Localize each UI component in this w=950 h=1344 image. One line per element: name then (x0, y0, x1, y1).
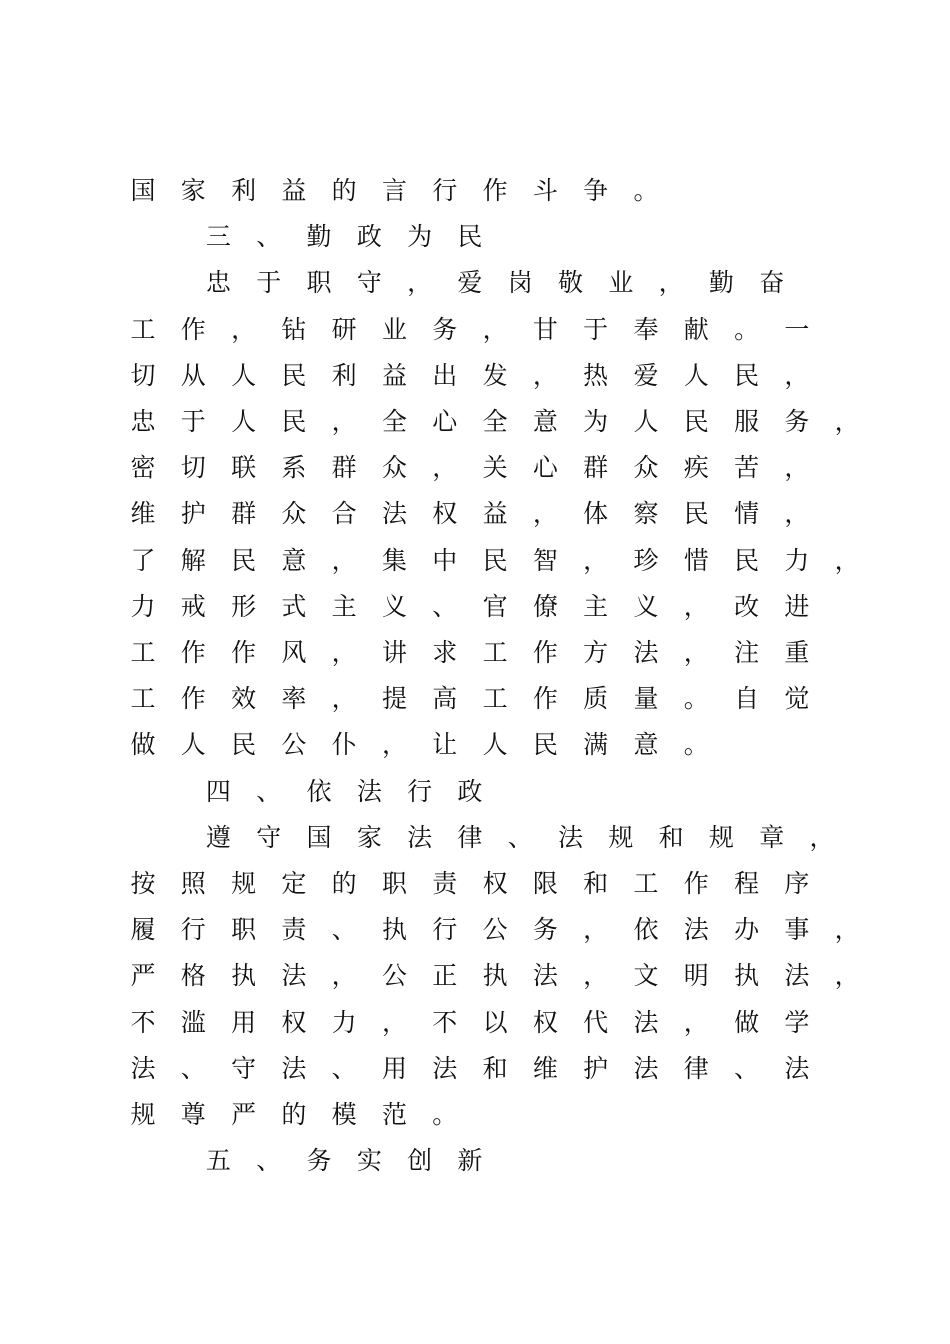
glyph: 人 (231, 360, 257, 390)
glyph: 权 (281, 1007, 307, 1037)
glyph: ， (834, 407, 860, 436)
glyph: 斗 (532, 176, 558, 205)
glyph: 疾 (683, 453, 709, 483)
glyph: 民 (231, 730, 257, 760)
glyph: 民 (482, 545, 508, 575)
glyph: 守 (231, 1053, 257, 1083)
glyph: 益 (281, 176, 307, 205)
glyph: 履 (130, 915, 156, 945)
glyph: 国 (306, 822, 332, 852)
glyph: 权 (532, 1007, 558, 1037)
text-line (0, 630, 950, 676)
glyph: 作 (180, 638, 206, 667)
glyph: 四 (205, 776, 231, 806)
glyph: 严 (231, 1100, 257, 1129)
glyph: ， (784, 360, 810, 390)
glyph: ， (683, 591, 709, 621)
glyph: ， (482, 314, 508, 344)
glyph: 和 (658, 822, 684, 852)
text-line (0, 953, 950, 999)
text-line (0, 353, 950, 399)
glyph: 按 (130, 869, 156, 898)
glyph: 家 (180, 176, 206, 205)
glyph: 法 (784, 961, 810, 991)
glyph: 爱 (633, 360, 659, 390)
glyph: ， (331, 545, 357, 575)
glyph: 行 (432, 915, 458, 945)
glyph: 意 (633, 730, 659, 760)
glyph: 尊 (180, 1100, 206, 1129)
glyph: 序 (784, 869, 810, 898)
glyph: 群 (583, 453, 609, 483)
glyph: 创 (407, 1146, 433, 1176)
glyph: 规 (708, 822, 734, 852)
glyph: 。 (432, 1100, 458, 1129)
glyph: 方 (583, 638, 609, 667)
glyph: 执 (231, 961, 257, 991)
text-line (0, 907, 950, 953)
glyph: 主 (331, 591, 357, 621)
text-line (0, 861, 950, 907)
glyph: 量 (633, 684, 659, 714)
glyph: 文 (633, 961, 659, 991)
glyph: 民 (683, 407, 709, 436)
glyph: 五 (205, 1146, 231, 1176)
glyph: 政 (356, 222, 382, 252)
glyph: ， (331, 684, 357, 714)
glyph: 作 (180, 684, 206, 714)
glyph: 、 (331, 915, 357, 945)
glyph: 依 (306, 776, 332, 806)
glyph: 职 (381, 869, 407, 898)
glyph: 进 (784, 591, 810, 621)
glyph: 程 (734, 869, 760, 898)
glyph: 法 (784, 1053, 810, 1083)
text-line (0, 445, 950, 491)
glyph: 法 (130, 1053, 156, 1083)
glyph: 律 (683, 1053, 709, 1083)
glyph: 意 (281, 545, 307, 575)
glyph: 明 (683, 961, 709, 991)
glyph: 改 (734, 591, 760, 621)
glyph: 责 (432, 869, 458, 898)
glyph: 法 (281, 1053, 307, 1083)
glyph: 民 (281, 407, 307, 436)
text-line (0, 1046, 950, 1092)
text-line (0, 584, 950, 630)
glyph: 法 (558, 822, 584, 852)
glyph: 利 (331, 360, 357, 390)
glyph: 代 (583, 1007, 609, 1037)
glyph: 用 (381, 1053, 407, 1083)
glyph: 遵 (205, 822, 231, 852)
glyph: 发 (482, 360, 508, 390)
glyph: 高 (432, 684, 458, 714)
glyph: 注 (734, 638, 760, 667)
glyph: 惜 (683, 545, 709, 575)
glyph: 法 (532, 961, 558, 991)
glyph: 爱 (457, 268, 483, 298)
glyph: ， (683, 1007, 709, 1037)
glyph: 守 (356, 268, 382, 298)
text-line (0, 168, 950, 214)
glyph: 依 (633, 915, 659, 945)
glyph: 质 (583, 684, 609, 714)
glyph: 合 (331, 499, 357, 529)
glyph: 自 (734, 684, 760, 714)
glyph: 力 (784, 545, 810, 575)
section-heading (0, 214, 950, 260)
glyph: 格 (180, 961, 206, 991)
glyph: 严 (130, 961, 156, 991)
glyph: 钻 (281, 314, 307, 344)
glyph: 、 (432, 591, 458, 621)
glyph: 、 (507, 822, 533, 852)
glyph: 行 (180, 915, 206, 945)
glyph: 众 (381, 453, 407, 483)
glyph: 民 (734, 545, 760, 575)
glyph: ， (407, 268, 433, 298)
glyph: 权 (432, 499, 458, 529)
glyph: 职 (231, 915, 257, 945)
glyph: 力 (331, 1007, 357, 1037)
glyph: 重 (784, 638, 810, 667)
glyph: 一 (784, 314, 810, 344)
glyph: 提 (381, 684, 407, 714)
glyph: 。 (734, 314, 760, 344)
glyph: 家 (356, 822, 382, 852)
glyph: 法 (633, 1007, 659, 1037)
glyph: 学 (784, 1007, 810, 1037)
glyph: 维 (130, 499, 156, 529)
glyph: 政 (457, 776, 483, 806)
glyph: 率 (281, 684, 307, 714)
glyph: 滥 (180, 1007, 206, 1037)
glyph: 国 (130, 176, 156, 205)
glyph: 情 (734, 499, 760, 529)
glyph: 维 (532, 1053, 558, 1083)
glyph: ， (809, 822, 835, 852)
glyph: ， (381, 730, 407, 760)
glyph: 业 (608, 268, 634, 298)
glyph: ， (331, 961, 357, 991)
glyph: ， (583, 961, 609, 991)
glyph: 做 (734, 1007, 760, 1037)
glyph: ， (583, 915, 609, 945)
glyph: 律 (457, 822, 483, 852)
glyph: 切 (180, 453, 206, 483)
glyph: 岗 (507, 268, 533, 298)
glyph: 的 (331, 176, 357, 205)
glyph: 了 (130, 545, 156, 575)
section-heading (0, 1138, 950, 1184)
glyph: 工 (482, 684, 508, 714)
glyph: 法 (281, 961, 307, 991)
glyph: 法 (683, 915, 709, 945)
glyph: 定 (281, 869, 307, 898)
glyph: 工 (130, 684, 156, 714)
text-line (0, 538, 950, 584)
glyph: 。 (683, 684, 709, 714)
glyph: 和 (583, 869, 609, 898)
glyph: 人 (180, 730, 206, 760)
glyph: ， (381, 1007, 407, 1037)
glyph: 民 (281, 360, 307, 390)
glyph: 民 (734, 360, 760, 390)
glyph: 用 (231, 1007, 257, 1037)
glyph: 行 (432, 176, 458, 205)
glyph: 新 (457, 1146, 483, 1176)
glyph: 奋 (759, 268, 785, 298)
glyph: ， (784, 453, 810, 483)
glyph: 、 (256, 222, 282, 252)
section-heading (0, 769, 950, 815)
glyph: 作 (532, 684, 558, 714)
glyph: ， (231, 314, 257, 344)
glyph: 民 (683, 499, 709, 529)
glyph: 全 (381, 407, 407, 436)
glyph: 心 (432, 407, 458, 436)
glyph: 护 (583, 1053, 609, 1083)
glyph: 为 (407, 222, 433, 252)
glyph: 规 (608, 822, 634, 852)
glyph: 察 (633, 499, 659, 529)
glyph: 作 (482, 176, 508, 205)
glyph: 工 (130, 638, 156, 667)
glyph: 务 (306, 1146, 332, 1176)
glyph: 的 (331, 869, 357, 898)
glyph: 范 (381, 1100, 407, 1129)
glyph: 限 (532, 869, 558, 898)
glyph: 执 (734, 961, 760, 991)
glyph: 公 (381, 961, 407, 991)
text-line (0, 676, 950, 722)
glyph: 于 (180, 407, 206, 436)
text-line (0, 1092, 950, 1138)
glyph: 、 (256, 1146, 282, 1176)
glyph: 求 (432, 638, 458, 667)
glyph: ， (834, 961, 860, 991)
glyph: 实 (356, 1146, 382, 1176)
glyph: 事 (784, 915, 810, 945)
glyph: 于 (256, 268, 282, 298)
glyph: 民 (457, 222, 483, 252)
glyph: 联 (231, 453, 257, 483)
glyph: 敬 (558, 268, 584, 298)
glyph: 业 (381, 314, 407, 344)
glyph: 人 (633, 407, 659, 436)
glyph: 法 (381, 499, 407, 529)
glyph: 风 (281, 638, 307, 667)
glyph: 僚 (532, 591, 558, 621)
glyph: 章 (759, 822, 785, 852)
glyph: 、 (734, 1053, 760, 1083)
glyph: 作 (532, 638, 558, 667)
glyph: 系 (281, 453, 307, 483)
glyph: 力 (130, 591, 156, 621)
glyph: ， (834, 545, 860, 575)
glyph: 群 (231, 499, 257, 529)
glyph: 民 (532, 730, 558, 760)
text-line (0, 399, 950, 445)
glyph: 意 (532, 407, 558, 436)
glyph: 正 (432, 961, 458, 991)
glyph: 智 (532, 545, 558, 575)
glyph: 职 (306, 268, 332, 298)
glyph: 研 (331, 314, 357, 344)
glyph: 为 (583, 407, 609, 436)
glyph: 公 (281, 730, 307, 760)
text-line (0, 491, 950, 537)
glyph: 群 (331, 453, 357, 483)
glyph: 勤 (306, 222, 332, 252)
glyph: 众 (281, 499, 307, 529)
glyph: 利 (231, 176, 257, 205)
glyph: 中 (432, 545, 458, 575)
glyph: ， (834, 915, 860, 945)
glyph: 行 (407, 776, 433, 806)
glyph: 公 (482, 915, 508, 945)
glyph: ， (583, 545, 609, 575)
glyph: 权 (482, 869, 508, 898)
glyph: ， (532, 360, 558, 390)
glyph: 。 (683, 730, 709, 760)
glyph: ， (532, 499, 558, 529)
glyph: 益 (381, 360, 407, 390)
glyph: 护 (180, 499, 206, 529)
glyph: 务 (432, 314, 458, 344)
glyph: 勤 (708, 268, 734, 298)
glyph: 法 (356, 776, 382, 806)
glyph: 觉 (784, 684, 810, 714)
glyph: 从 (180, 360, 206, 390)
glyph: 于 (583, 314, 609, 344)
glyph: ， (331, 407, 357, 436)
glyph: 人 (683, 360, 709, 390)
glyph: 法 (407, 822, 433, 852)
glyph: 式 (281, 591, 307, 621)
glyph: 热 (583, 360, 609, 390)
glyph: 让 (432, 730, 458, 760)
glyph: 全 (482, 407, 508, 436)
glyph: 工 (633, 869, 659, 898)
glyph: 关 (482, 453, 508, 483)
glyph: 务 (784, 407, 810, 436)
glyph: 奉 (633, 314, 659, 344)
glyph: 出 (432, 360, 458, 390)
glyph: 作 (180, 314, 206, 344)
glyph: 主 (583, 591, 609, 621)
glyph: 众 (633, 453, 659, 483)
glyph: ， (683, 638, 709, 667)
glyph: 法 (633, 1053, 659, 1083)
glyph: 仆 (331, 730, 357, 760)
glyph: ， (784, 499, 810, 529)
glyph: 争 (583, 176, 609, 205)
glyph: 人 (231, 407, 257, 436)
glyph: 苦 (734, 453, 760, 483)
glyph: 、 (256, 776, 282, 806)
glyph: 、 (331, 1053, 357, 1083)
glyph: ， (331, 638, 357, 667)
glyph: 守 (256, 822, 282, 852)
glyph: 献 (683, 314, 709, 344)
glyph: 益 (482, 499, 508, 529)
glyph: 珍 (633, 545, 659, 575)
glyph: 解 (180, 545, 206, 575)
glyph: 集 (381, 545, 407, 575)
glyph: 以 (482, 1007, 508, 1037)
glyph: 忠 (130, 407, 156, 436)
glyph: 作 (231, 638, 257, 667)
glyph: 人 (482, 730, 508, 760)
glyph: 甘 (532, 314, 558, 344)
glyph: 法 (633, 638, 659, 667)
text-line (0, 307, 950, 353)
glyph: 义 (381, 591, 407, 621)
glyph: ， (658, 268, 684, 298)
glyph: 办 (734, 915, 760, 945)
glyph: 服 (734, 407, 760, 436)
glyph: 照 (180, 869, 206, 898)
glyph: 规 (130, 1100, 156, 1129)
glyph: 务 (532, 915, 558, 945)
glyph: 工 (130, 314, 156, 344)
glyph: 法 (432, 1053, 458, 1083)
glyph: 戒 (180, 591, 206, 621)
text-line (0, 722, 950, 768)
glyph: 、 (180, 1053, 206, 1083)
glyph: 做 (130, 730, 156, 760)
glyph: 。 (633, 176, 659, 205)
text-line (0, 815, 950, 861)
glyph: 和 (482, 1053, 508, 1083)
glyph: 忠 (205, 268, 231, 298)
glyph: 密 (130, 453, 156, 483)
text-line (0, 1000, 950, 1046)
glyph: 民 (231, 545, 257, 575)
glyph: 心 (532, 453, 558, 483)
glyph: ， (432, 453, 458, 483)
glyph: 体 (583, 499, 609, 529)
text-line (0, 260, 950, 306)
glyph: 讲 (381, 638, 407, 667)
glyph: 执 (381, 915, 407, 945)
glyph: 三 (205, 222, 231, 252)
glyph: 效 (231, 684, 257, 714)
glyph: 不 (130, 1007, 156, 1037)
glyph: 不 (432, 1007, 458, 1037)
glyph: 义 (633, 591, 659, 621)
glyph: 的 (281, 1100, 307, 1129)
glyph: 言 (381, 176, 407, 205)
glyph: 执 (482, 961, 508, 991)
glyph: 满 (583, 730, 609, 760)
glyph: 切 (130, 360, 156, 390)
glyph: 规 (231, 869, 257, 898)
glyph: 责 (281, 915, 307, 945)
glyph: 模 (331, 1100, 357, 1129)
glyph: 作 (683, 869, 709, 898)
glyph: 形 (231, 591, 257, 621)
glyph: 工 (482, 638, 508, 667)
glyph: 官 (482, 591, 508, 621)
